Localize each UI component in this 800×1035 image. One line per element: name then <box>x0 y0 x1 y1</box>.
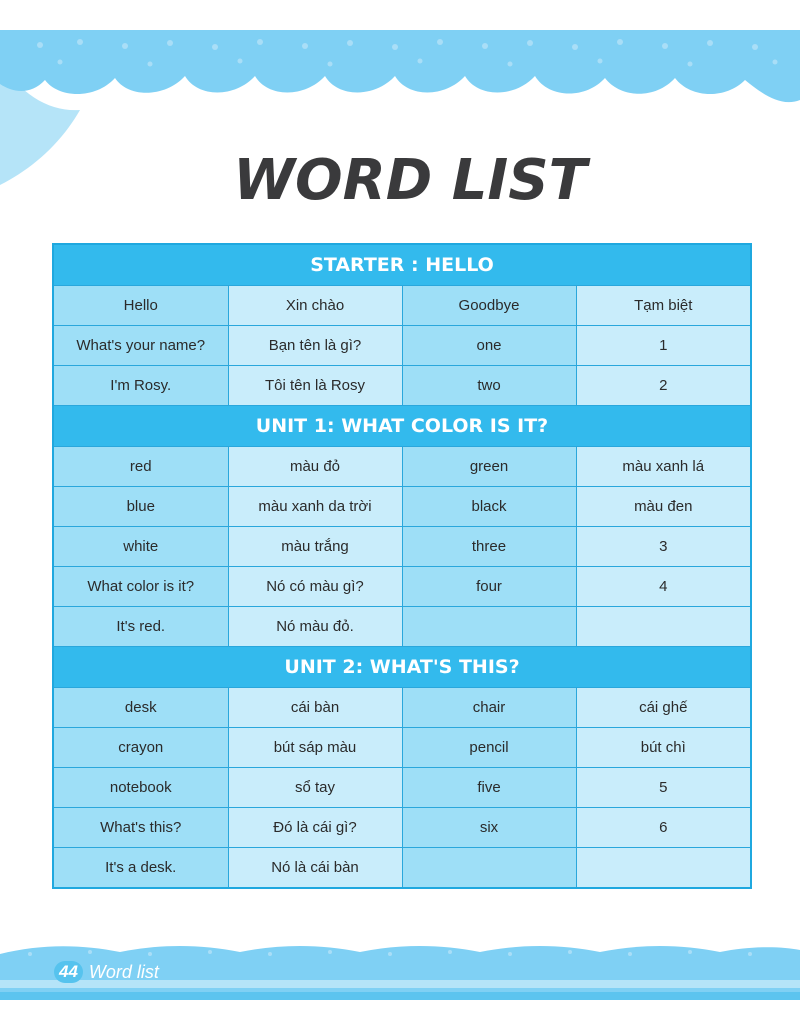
english-word: green <box>402 447 576 487</box>
table-row <box>53 527 751 567</box>
vietnamese-word: bút chì <box>576 728 751 768</box>
english-word: desk <box>53 688 228 728</box>
english-word: blue <box>53 487 228 527</box>
table-row <box>53 567 751 607</box>
english-word: two <box>402 366 576 406</box>
english-word: four <box>402 567 576 607</box>
vietnamese-word: Đó là cái gì? <box>228 808 402 848</box>
english-word: crayon <box>53 728 228 768</box>
table-row <box>53 487 751 527</box>
english-word: What color is it? <box>53 567 228 607</box>
word-list-table <box>52 243 752 889</box>
vietnamese-word: cái bàn <box>228 688 402 728</box>
word-list-table-container <box>52 243 750 889</box>
vietnamese-word: Nó màu đỏ. <box>228 607 402 647</box>
section-header-row <box>53 406 751 447</box>
section-header: STARTER : HELLO <box>53 244 751 286</box>
table-row <box>53 286 751 326</box>
vietnamese-word: 4 <box>576 567 751 607</box>
english-word: one <box>402 326 576 366</box>
page-footer <box>54 960 159 984</box>
vietnamese-word: 2 <box>576 366 751 406</box>
english-word: Goodbye <box>402 286 576 326</box>
english-word: red <box>53 447 228 487</box>
table-row <box>53 688 751 728</box>
table-row <box>53 768 751 808</box>
footer-label: Word list <box>88 961 159 982</box>
page-number: 44 <box>54 961 83 983</box>
english-word: black <box>402 487 576 527</box>
vietnamese-word: Nó là cái bàn <box>228 848 402 889</box>
vietnamese-word: Tạm biệt <box>576 286 751 326</box>
table-row <box>53 326 751 366</box>
vietnamese-word: 1 <box>576 326 751 366</box>
vietnamese-word: 6 <box>576 808 751 848</box>
english-word: What's your name? <box>53 326 228 366</box>
vietnamese-word: màu trắng <box>228 527 402 567</box>
empty-cell <box>576 607 751 647</box>
english-word: white <box>53 527 228 567</box>
vietnamese-word: màu xanh da trời <box>228 487 402 527</box>
vietnamese-word: màu xanh lá <box>576 447 751 487</box>
vietnamese-word: màu đỏ <box>228 447 402 487</box>
vietnamese-word: bút sáp màu <box>228 728 402 768</box>
vietnamese-word: 5 <box>576 768 751 808</box>
table-row <box>53 728 751 768</box>
table-row <box>53 607 751 647</box>
section-header: UNIT 2: WHAT'S THIS? <box>53 647 751 688</box>
english-word: six <box>402 808 576 848</box>
english-word: Hello <box>53 286 228 326</box>
vietnamese-word: Nó có màu gì? <box>228 567 402 607</box>
table-row <box>53 447 751 487</box>
vietnamese-word: 3 <box>576 527 751 567</box>
section-header: UNIT 1: WHAT COLOR IS IT? <box>53 406 751 447</box>
vietnamese-word: Bạn tên là gì? <box>228 326 402 366</box>
english-word: three <box>402 527 576 567</box>
english-word: notebook <box>53 768 228 808</box>
page-title: WORD LIST <box>233 148 587 213</box>
vietnamese-word: màu đen <box>576 487 751 527</box>
english-word: pencil <box>402 728 576 768</box>
empty-cell <box>402 607 576 647</box>
table-row <box>53 808 751 848</box>
section-header-row <box>53 647 751 688</box>
empty-cell <box>402 848 576 889</box>
english-word: I'm Rosy. <box>53 366 228 406</box>
table-row <box>53 848 751 889</box>
vietnamese-word: sổ tay <box>228 768 402 808</box>
english-word: five <box>402 768 576 808</box>
english-word: It's red. <box>53 607 228 647</box>
english-word: What's this? <box>53 808 228 848</box>
table-row <box>53 366 751 406</box>
empty-cell <box>576 848 751 889</box>
vietnamese-word: cái ghế <box>576 688 751 728</box>
vietnamese-word: Tôi tên là Rosy <box>228 366 402 406</box>
english-word: chair <box>402 688 576 728</box>
english-word: It's a desk. <box>53 848 228 889</box>
vietnamese-word: Xin chào <box>228 286 402 326</box>
section-header-row <box>53 244 751 286</box>
